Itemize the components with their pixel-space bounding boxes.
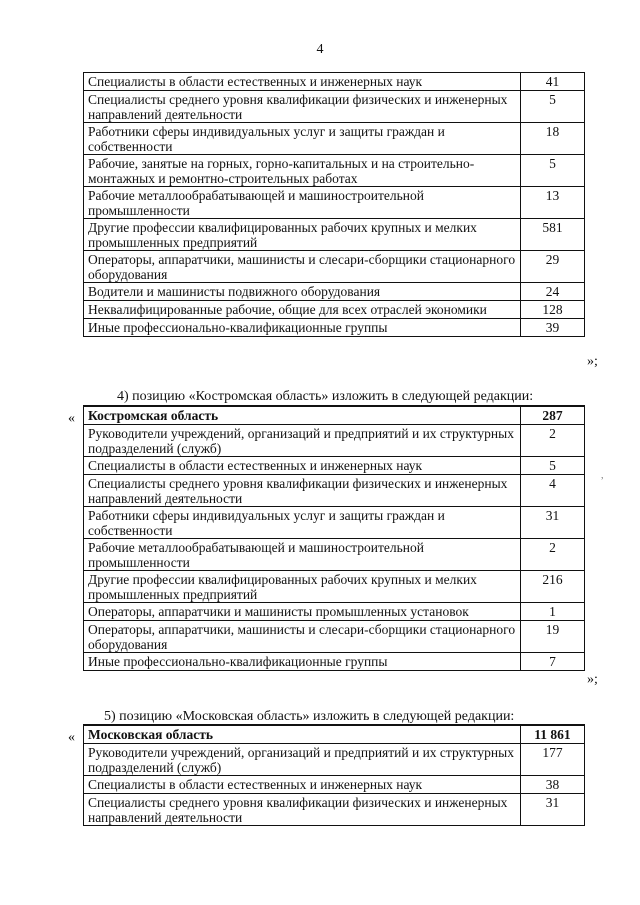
table-row xyxy=(84,91,585,123)
table-header-row xyxy=(84,725,585,744)
table-moscow-region xyxy=(83,724,585,826)
worker-count: 5 xyxy=(521,457,585,475)
table-row xyxy=(84,457,585,475)
worker-count: 128 xyxy=(521,301,585,319)
table-row xyxy=(84,539,585,571)
worker-count: 38 xyxy=(521,776,585,794)
region-total: 287 xyxy=(521,406,585,425)
profession-group: Работники сферы индивидуальных услуг и защиты граждан и собственности xyxy=(84,507,521,539)
table-row xyxy=(84,794,585,826)
worker-count: 2 xyxy=(521,539,585,571)
table-row xyxy=(84,73,585,91)
profession-group: Специалисты среднего уровня квалификации физических и инженерных направлений деятельности xyxy=(84,794,521,826)
worker-count: 29 xyxy=(521,251,585,283)
table-row xyxy=(84,603,585,621)
worker-count: 31 xyxy=(521,794,585,826)
table-row xyxy=(84,319,585,337)
table-row xyxy=(84,301,585,319)
worker-count: 19 xyxy=(521,621,585,653)
profession-group: Руководители учреждений, организаций и предприятий и их структурных подразделений (служб) xyxy=(84,744,521,776)
worker-count: 24 xyxy=(521,283,585,301)
table-header-row xyxy=(84,406,585,425)
worker-count: 5 xyxy=(521,155,585,187)
worker-count: 216 xyxy=(521,571,585,603)
worker-count: 4 xyxy=(521,475,585,507)
table-row xyxy=(84,744,585,776)
opening-quote: « xyxy=(68,411,75,426)
profession-group: Рабочие металлообрабатывающей и машиностроительной промышленности xyxy=(84,539,521,571)
table-kostroma-region xyxy=(83,405,585,671)
region-name: Московская область xyxy=(84,725,521,744)
table-row xyxy=(84,507,585,539)
table-row xyxy=(84,475,585,507)
profession-group: Специалисты в области естественных и инженерных наук xyxy=(84,776,521,794)
worker-count: 1 xyxy=(521,603,585,621)
table-row xyxy=(84,251,585,283)
profession-group: Операторы, аппаратчики, машинисты и слесари-сборщики стационарного оборудования xyxy=(84,251,521,283)
profession-group: Другие профессии квалифицированных рабочих крупных и мелких промышленных предприятий xyxy=(84,571,521,603)
table-previous-region-continued xyxy=(83,72,585,337)
table-row xyxy=(84,187,585,219)
table-row xyxy=(84,571,585,603)
profession-group: Другие профессии квалифицированных рабочих крупных и мелких промышленных предприятий xyxy=(84,219,521,251)
profession-group: Работники сферы индивидуальных услуг и защиты граждан и собственности xyxy=(84,123,521,155)
worker-count: 7 xyxy=(521,653,585,671)
profession-group: Специалисты в области естественных и инженерных наук xyxy=(84,457,521,475)
profession-group: Неквалифицированные рабочие, общие для всех отраслей экономики xyxy=(84,301,521,319)
table-row xyxy=(84,123,585,155)
profession-group: Операторы, аппаратчики, машинисты и слесари-сборщики стационарного оборудования xyxy=(84,621,521,653)
profession-group: Рабочие, занятые на горных, горно-капитальных и на строительно-монтажных и ремонтно-строительных работах xyxy=(84,155,521,187)
worker-count: 31 xyxy=(521,507,585,539)
closing-quote: »; xyxy=(587,354,598,369)
worker-count: 39 xyxy=(521,319,585,337)
amendment-item-5: 5) позицию «Московская область» изложить в следующей редакции: xyxy=(104,709,515,724)
table-row xyxy=(84,653,585,671)
profession-group: Операторы, аппаратчики и машинисты промышленных установок xyxy=(84,603,521,621)
opening-quote: « xyxy=(68,730,75,745)
profession-group: Иные профессионально-квалификационные группы xyxy=(84,319,521,337)
profession-group: Специалисты в области естественных и инженерных наук xyxy=(84,73,521,91)
page-number: 4 xyxy=(316,42,324,57)
profession-group: Руководители учреждений, организаций и предприятий и их структурных подразделений (служб) xyxy=(84,425,521,457)
worker-count: 41 xyxy=(521,73,585,91)
amendment-item-4: 4) позицию «Костромская область» изложить в следующей редакции: xyxy=(117,389,534,404)
worker-count: 2 xyxy=(521,425,585,457)
profession-group: Водители и машинисты подвижного оборудования xyxy=(84,283,521,301)
table-row xyxy=(84,283,585,301)
worker-count: 177 xyxy=(521,744,585,776)
worker-count: 18 xyxy=(521,123,585,155)
scan-mark: , xyxy=(601,470,604,481)
profession-group: Специалисты среднего уровня квалификации физических и инженерных направлений деятельности xyxy=(84,475,521,507)
region-total: 11 861 xyxy=(521,725,585,744)
table-row xyxy=(84,155,585,187)
profession-group: Иные профессионально-квалификационные группы xyxy=(84,653,521,671)
table-row xyxy=(84,425,585,457)
region-name: Костромская область xyxy=(84,406,521,425)
worker-count: 5 xyxy=(521,91,585,123)
profession-group: Специалисты среднего уровня квалификации физических и инженерных направлений деятельности xyxy=(84,91,521,123)
worker-count: 581 xyxy=(521,219,585,251)
profession-group: Рабочие металлообрабатывающей и машиностроительной промышленности xyxy=(84,187,521,219)
worker-count: 13 xyxy=(521,187,585,219)
table-row xyxy=(84,776,585,794)
table-row xyxy=(84,621,585,653)
table-row xyxy=(84,219,585,251)
closing-quote: »; xyxy=(587,672,598,687)
